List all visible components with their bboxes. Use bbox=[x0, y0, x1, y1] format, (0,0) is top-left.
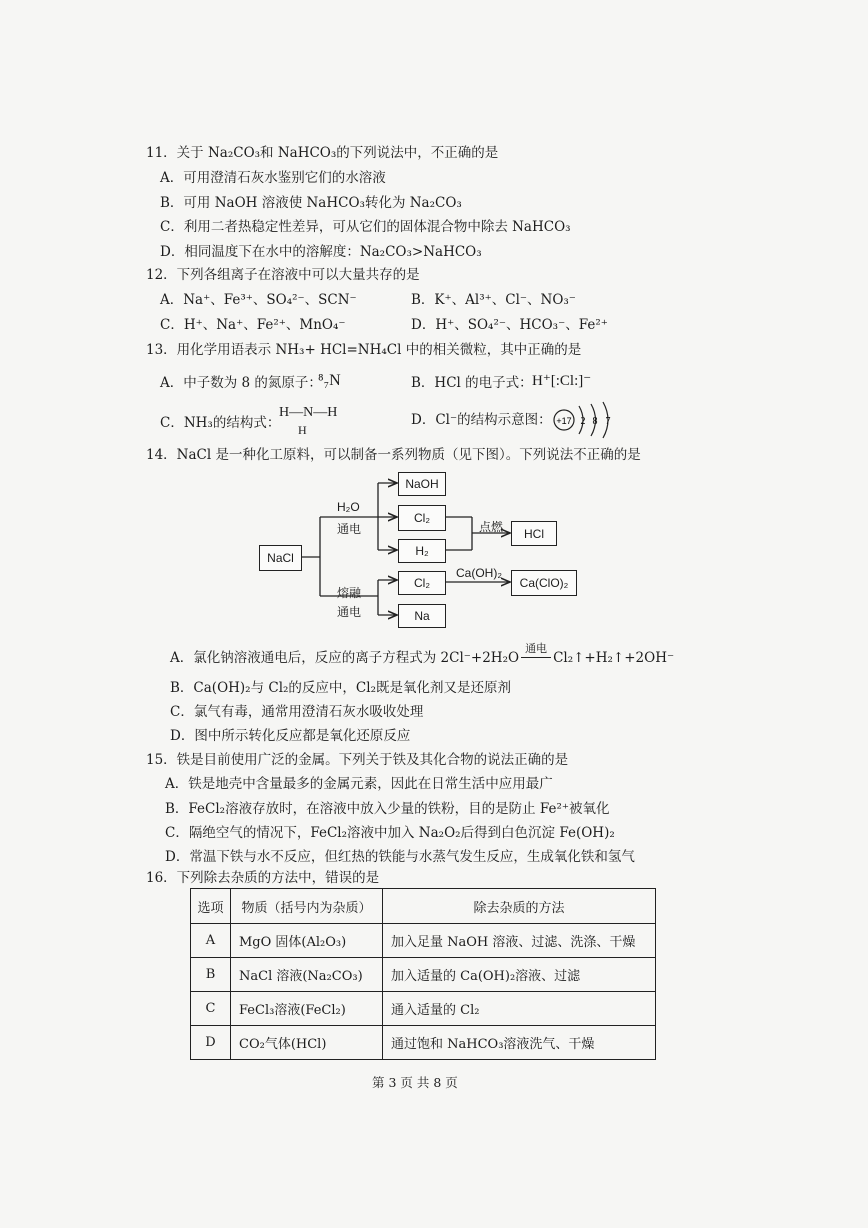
q14-option-a bbox=[170, 642, 675, 667]
nucleus-charge: +17 bbox=[556, 416, 572, 426]
q15-option-b: B．FeCl₂溶液存放时，在溶液中放入少量的铁粉，目的是防止 Fe²⁺被氧化 bbox=[165, 801, 610, 817]
q11-stem: 11．关于 Na₂CO₃和 NaHCO₃的下列说法中，不正确的是 bbox=[146, 145, 499, 161]
box-caclo2: Ca(ClO)₂ bbox=[511, 570, 577, 596]
label-tongdian-bottom: 通电 bbox=[337, 605, 362, 619]
q14-option-a-text: A．氯化钠溶液通电后，反应的离子方程式为 2Cl⁻+2H₂O bbox=[170, 650, 520, 666]
row-c-substance: FeCl₃溶液(FeCl₂) bbox=[231, 992, 383, 1026]
q14-option-b: B．Ca(OH)₂与 Cl₂的反应中，Cl₂既是氧化剂又是还原剂 bbox=[170, 680, 511, 696]
box-naoh: NaOH bbox=[398, 472, 446, 496]
box-cl2-top: Cl₂ bbox=[398, 505, 446, 531]
q14-option-a-arrow bbox=[519, 642, 553, 667]
q12-option-a: A．Na⁺、Fe³⁺、SO₄²⁻、SCN⁻ bbox=[160, 292, 357, 308]
q13-stem: 13．用化学用语表示 NH₃+ HCl=NH₄Cl 中的相关微粒，其中正确的是 bbox=[146, 342, 582, 358]
q15-option-d: D．常温下铁与水不反应，但红热的铁能与水蒸气发生反应，生成氧化铁和氢气 bbox=[165, 849, 635, 865]
q16-stem: 16．下列除去杂质的方法中，错误的是 bbox=[146, 870, 380, 886]
box-h2: H₂ bbox=[398, 539, 446, 563]
row-d-method: 通过饱和 NaHCO₃溶液洗气、干燥 bbox=[383, 1026, 656, 1060]
box-na: Na bbox=[398, 604, 446, 628]
row-c-method: 通入适量的 Cl₂ bbox=[383, 992, 656, 1026]
q11-option-c: C．利用二者热稳定性差异，可从它们的固体混合物中除去 NaHCO₃ bbox=[160, 219, 571, 235]
q11-option-d: D．相同温度下在水中的溶解度：Na₂CO₃>NaHCO₃ bbox=[160, 244, 482, 260]
header-option: 选项 bbox=[191, 889, 231, 924]
q14-option-d: D．图中所示转化反应都是氧化还原反应 bbox=[170, 728, 411, 744]
q12-option-d: D．H⁺、SO₄²⁻、HCO₃⁻、Fe²⁺ bbox=[411, 317, 608, 333]
table-row bbox=[191, 1026, 656, 1060]
q13-option-c: C．NH₃的结构式： bbox=[160, 415, 281, 431]
q13-nh3-structure: H—N—H bbox=[279, 405, 338, 420]
row-c-option: C bbox=[191, 992, 231, 1026]
q13-option-b: B．HCl 的电子式： bbox=[411, 375, 533, 391]
q13-nh3-structure-h: H bbox=[298, 423, 307, 437]
label-h2o: H₂O bbox=[337, 500, 360, 514]
q12-stem: 12．下列各组离子在溶液中可以大量共存的是 bbox=[146, 267, 420, 283]
q15-option-a: A．铁是地壳中含量最多的金属元素，因此在日常生活中应用最广 bbox=[165, 776, 553, 792]
row-a-method: 加入足量 NaOH 溶液、过滤、洗涤、干燥 bbox=[383, 924, 656, 958]
row-b-method: 加入适量的 Ca(OH)₂溶液、过滤 bbox=[383, 958, 656, 992]
shell-count-1: 2 bbox=[580, 416, 586, 427]
table-header-row bbox=[191, 889, 656, 924]
q13-option-d: D．Cl⁻的结构示意图： bbox=[411, 412, 552, 428]
row-d-option: D bbox=[191, 1026, 231, 1060]
table-row bbox=[191, 992, 656, 1026]
q13-nitrogen-isotope: ⁸₇N bbox=[318, 372, 341, 389]
box-nacl: NaCl bbox=[259, 545, 302, 571]
row-d-substance: CO₂气体(HCl) bbox=[231, 1026, 383, 1060]
header-method: 除去杂质的方法 bbox=[383, 889, 656, 924]
shell-count-3: 7 bbox=[605, 416, 611, 427]
row-a-substance: MgO 固体(Al₂O₃) bbox=[231, 924, 383, 958]
table-row bbox=[191, 958, 656, 992]
q15-stem: 15．铁是目前使用广泛的金属。下列关于铁及其化合物的说法正确的是 bbox=[146, 752, 569, 768]
label-tongdian-top: 通电 bbox=[337, 522, 362, 536]
box-cl2-bottom: Cl₂ bbox=[398, 571, 446, 595]
shell-count-2: 8 bbox=[592, 416, 598, 427]
page-footer: 第 3 页 共 8 页 bbox=[372, 1075, 458, 1090]
header-substance: 物质（括号内为杂质） bbox=[231, 889, 383, 924]
q12-option-b: B．K⁺、Al³⁺、Cl⁻、NO₃⁻ bbox=[411, 292, 576, 308]
row-b-option: B bbox=[191, 958, 231, 992]
q13-option-a: A．中子数为 8 的氮原子： bbox=[160, 375, 322, 391]
q14-option-a-products: Cl₂↑+H₂↑+2OH⁻ bbox=[553, 650, 675, 666]
q12-option-c: C．H⁺、Na⁺、Fe²⁺、MnO₄⁻ bbox=[160, 317, 346, 333]
box-hcl: HCl bbox=[511, 521, 557, 546]
q11-option-a: A．可用澄清石灰水鉴别它们的水溶液 bbox=[160, 170, 386, 186]
q14-option-a-condition: 通电 bbox=[525, 642, 548, 655]
q11-option-b: B．可用 NaOH 溶液使 NaHCO₃转化为 Na₂CO₃ bbox=[160, 195, 462, 211]
q16-table bbox=[190, 888, 656, 1060]
q14-option-c: C．氯气有毒，通常用澄清石灰水吸收处理 bbox=[170, 704, 424, 720]
label-caoh2: Ca(OH)₂ bbox=[456, 566, 502, 580]
row-b-substance: NaCl 溶液(Na₂CO₃) bbox=[231, 958, 383, 992]
q13-hcl-electron-formula: H⁺[:Cl:]⁻ bbox=[532, 373, 592, 389]
label-dianran: 点燃 bbox=[479, 520, 504, 534]
q14-stem: 14．NaCl 是一种化工原料，可以制备一系列物质（见下图）。下列说法不正确的是 bbox=[146, 447, 641, 463]
table-row bbox=[191, 924, 656, 958]
q15-option-c: C．隔绝空气的情况下，FeCl₂溶液中加入 Na₂O₂后得到白色沉淀 Fe(OH)₂ bbox=[165, 825, 615, 841]
label-rongrong: 熔融 bbox=[337, 586, 362, 600]
row-a-option: A bbox=[191, 924, 231, 958]
